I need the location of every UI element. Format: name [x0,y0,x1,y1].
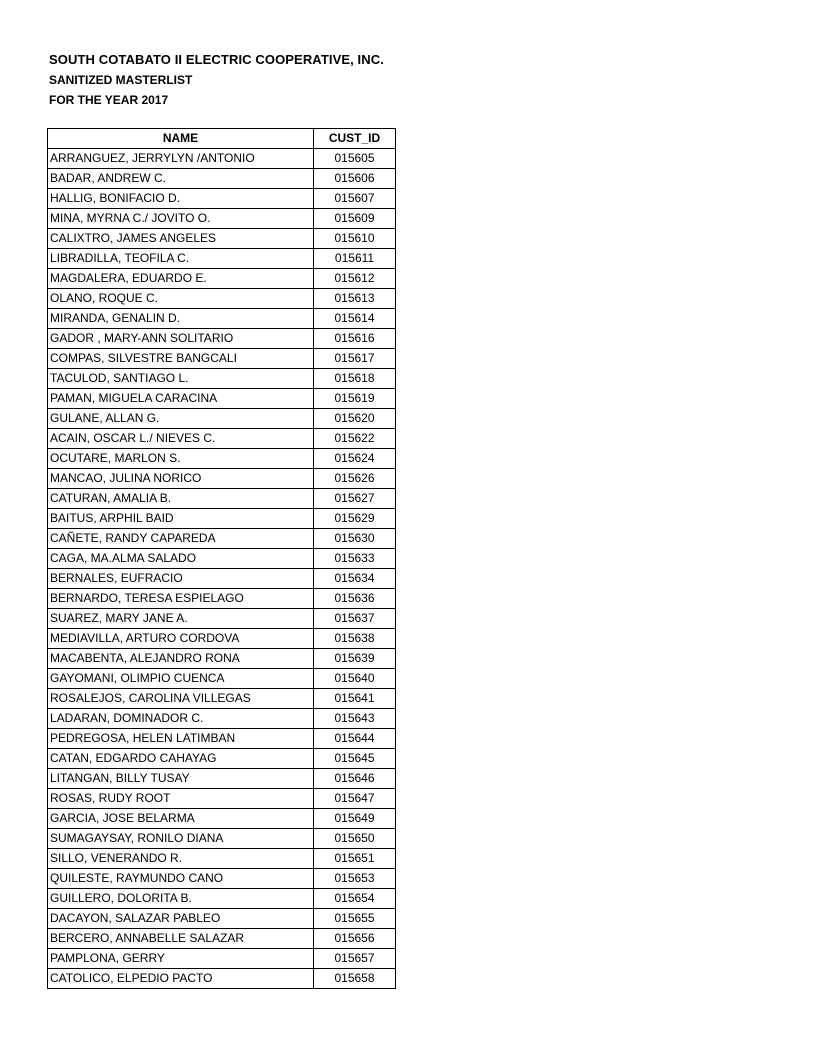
customer-id-cell: 015627 [314,489,396,509]
customer-name-cell: COMPAS, SILVESTRE BANGCALI [48,349,314,369]
customer-name-cell: BERNALES, EUFRACIO [48,569,314,589]
customer-id-cell: 015643 [314,709,396,729]
table-row [48,669,396,689]
customer-name-cell: BAITUS, ARPHIL BAID [48,509,314,529]
table-row [48,209,396,229]
customer-id-cell: 015613 [314,289,396,309]
customer-name-cell: MIRANDA, GENALIN D. [48,309,314,329]
customer-id-cell: 015624 [314,449,396,469]
customer-id-cell: 015638 [314,629,396,649]
customer-name-cell: LADARAN, DOMINADOR C. [48,709,314,729]
customer-name-cell: HALLIG, BONIFACIO D. [48,189,314,209]
customer-id-cell: 015616 [314,329,396,349]
customer-name-cell: ACAIN, OSCAR L./ NIEVES C. [48,429,314,449]
table-row [48,589,396,609]
table-row [48,809,396,829]
table-row [48,549,396,569]
customer-id-cell: 015630 [314,529,396,549]
customer-id-cell: 015618 [314,369,396,389]
customer-id-cell: 015658 [314,969,396,989]
customer-id-cell: 015636 [314,589,396,609]
customer-name-cell: GADOR , MARY-ANN SOLITARIO [48,329,314,349]
table-row [48,569,396,589]
customer-id-cell: 015607 [314,189,396,209]
table-row [48,969,396,989]
customer-name-cell: CAÑETE, RANDY CAPAREDA [48,529,314,549]
customer-id-cell: 015644 [314,729,396,749]
customer-id-cell: 015614 [314,309,396,329]
customer-id-cell: 015622 [314,429,396,449]
column-header-name: NAME [48,129,314,149]
customer-name-cell: CATAN, EDGARDO CAHAYAG [48,749,314,769]
table-row [48,449,396,469]
customer-id-cell: 015651 [314,849,396,869]
customer-id-cell: 015629 [314,509,396,529]
customer-name-cell: DACAYON, SALAZAR PABLEO [48,909,314,929]
table-row [48,769,396,789]
customer-name-cell: BERCERO, ANNABELLE SALAZAR [48,929,314,949]
table-row [48,829,396,849]
table-row [48,309,396,329]
table-row [48,369,396,389]
customer-id-cell: 015609 [314,209,396,229]
customer-id-cell: 015654 [314,889,396,909]
customer-id-cell: 015656 [314,929,396,949]
customer-id-cell: 015612 [314,269,396,289]
customer-id-cell: 015617 [314,349,396,369]
customer-name-cell: MAGDALERA, EDUARDO E. [48,269,314,289]
customer-name-cell: CATURAN, AMALIA B. [48,489,314,509]
table-row [48,909,396,929]
table-row [48,229,396,249]
customer-name-cell: SILLO, VENERANDO R. [48,849,314,869]
column-header-cust-id: CUST_ID [314,129,396,149]
table-row [48,389,396,409]
year-subtitle: FOR THE YEAR 2017 [49,93,169,107]
customer-name-cell: BADAR, ANDREW C. [48,169,314,189]
customer-id-cell: 015647 [314,789,396,809]
customer-name-cell: QUILESTE, RAYMUNDO CANO [48,869,314,889]
customer-id-cell: 015657 [314,949,396,969]
customer-name-cell: GULANE, ALLAN G. [48,409,314,429]
customer-name-cell: OCUTARE, MARLON S. [48,449,314,469]
table-row [48,329,396,349]
table-body [48,149,396,989]
customer-id-cell: 015640 [314,669,396,689]
table-row [48,269,396,289]
table-row [48,489,396,509]
customer-id-cell: 015653 [314,869,396,889]
table-row [48,789,396,809]
customer-name-cell: PAMPLONA, GERRY [48,949,314,969]
customer-name-cell: GAYOMANI, OLIMPIO CUENCA [48,669,314,689]
customer-name-cell: ROSAS, RUDY ROOT [48,789,314,809]
table-row [48,609,396,629]
customer-name-cell: ARRANGUEZ, JERRYLYN /ANTONIO [48,149,314,169]
customer-name-cell: LIBRADILLA, TEOFILA C. [48,249,314,269]
customer-name-cell: PAMAN, MIGUELA CARACINA [48,389,314,409]
table-row [48,249,396,269]
table-row [48,509,396,529]
customer-name-cell: MANCAO, JULINA NORICO [48,469,314,489]
table-row [48,349,396,369]
table-row [48,469,396,489]
customer-name-cell: OLANO, ROQUE C. [48,289,314,309]
customer-id-cell: 015606 [314,169,396,189]
customer-id-cell: 015639 [314,649,396,669]
table-row [48,289,396,309]
table-row [48,929,396,949]
table-row [48,709,396,729]
table-row [48,749,396,769]
customer-id-cell: 015649 [314,809,396,829]
customer-name-cell: CALIXTRO, JAMES ANGELES [48,229,314,249]
table-row [48,529,396,549]
table-header-row [48,129,396,149]
customer-name-cell: LITANGAN, BILLY TUSAY [48,769,314,789]
table-row [48,889,396,909]
table-row [48,689,396,709]
table-row [48,189,396,209]
customer-id-cell: 015641 [314,689,396,709]
table-row [48,409,396,429]
customer-name-cell: CATOLICO, ELPEDIO PACTO [48,969,314,989]
customer-id-cell: 015619 [314,389,396,409]
customer-id-cell: 015645 [314,749,396,769]
masterlist-table [47,128,396,989]
customer-id-cell: 015620 [314,409,396,429]
customer-name-cell: SUMAGAYSAY, RONILO DIANA [48,829,314,849]
customer-id-cell: 015605 [314,149,396,169]
customer-id-cell: 015634 [314,569,396,589]
customer-name-cell: GUILLERO, DOLORITA B. [48,889,314,909]
table-row [48,169,396,189]
table-row [48,729,396,749]
customer-id-cell: 015655 [314,909,396,929]
customer-name-cell: MINA, MYRNA C./ JOVITO O. [48,209,314,229]
customer-name-cell: MEDIAVILLA, ARTURO CORDOVA [48,629,314,649]
table-row [48,949,396,969]
table-row [48,849,396,869]
customer-name-cell: SUAREZ, MARY JANE A. [48,609,314,629]
customer-name-cell: CAGA, MA.ALMA SALADO [48,549,314,569]
table-row [48,149,396,169]
customer-id-cell: 015626 [314,469,396,489]
customer-id-cell: 015646 [314,769,396,789]
table-row [48,629,396,649]
customer-id-cell: 015610 [314,229,396,249]
document-header [49,50,384,110]
customer-id-cell: 015633 [314,549,396,569]
customer-id-cell: 015650 [314,829,396,849]
customer-id-cell: 015611 [314,249,396,269]
customer-name-cell: TACULOD, SANTIAGO L. [48,369,314,389]
customer-name-cell: GARCIA, JOSE BELARMA [48,809,314,829]
table-row [48,429,396,449]
customer-name-cell: PEDREGOSA, HELEN LATIMBAN [48,729,314,749]
table-row [48,649,396,669]
table-row [48,869,396,889]
document-title: SANITIZED MASTERLIST [49,73,193,87]
customer-id-cell: 015637 [314,609,396,629]
customer-name-cell: ROSALEJOS, CAROLINA VILLEGAS [48,689,314,709]
customer-name-cell: BERNARDO, TERESA ESPIELAGO [48,589,314,609]
organization-title: SOUTH COTABATO II ELECTRIC COOPERATIVE, INC. [49,52,384,67]
customer-name-cell: MACABENTA, ALEJANDRO RONA [48,649,314,669]
